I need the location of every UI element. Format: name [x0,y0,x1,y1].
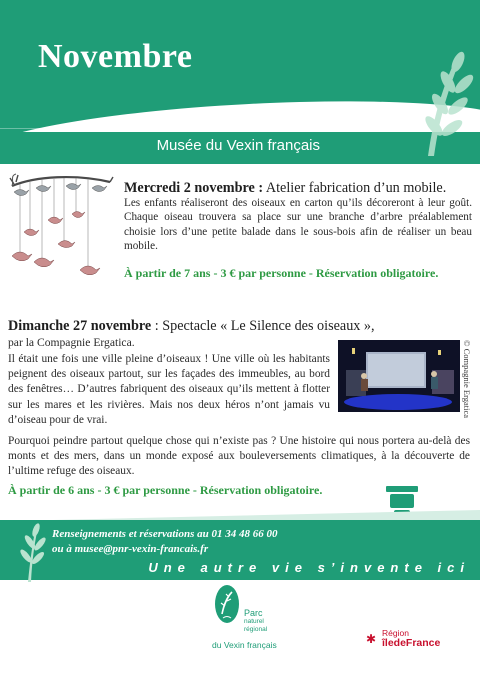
event2-activity: : Spectacle « Le Silence des oiseaux », [154,318,375,334]
pnr-label-vexin: du Vexin français [212,640,277,650]
event1-date: Mercredi 2 novembre : [124,180,264,196]
region-name: îledeFrance [382,637,441,649]
event1-heading [124,180,474,197]
event1-price: À partir de 7 ans - 3 € par personne - Réservation obligatoire. [124,266,439,280]
event2-company: par la Compagnie Ergatica. [8,336,135,349]
bird-mobile-image [6,172,116,284]
photo-credit [462,340,474,426]
photo-credit-text: © Compagnie Ergatica [462,340,472,419]
region-star-icon: ✱ [366,632,377,646]
event1-activity: Atelier fabrication d’un mobile. [265,180,447,196]
stage-photo [338,340,460,412]
event1-description: Les enfants réaliseront des oiseaux en carton qu’ils décoreront à leur goût. Chaque oiseau trouvera sa place sur une branche d’arbre préalablement choisie lors d’une petite balade dans le sous-bois afin de réaliser un beau mobile. [124,197,472,253]
pnr-vexin-logo [198,584,288,672]
slogan: Une autre vie s’invente ici [148,560,470,575]
pnr-label-parc: Parc [244,608,263,618]
region-label: Région [382,628,409,638]
event2-description-1: Il était une fois une ville pleine d’oiseaux ! Une ville où les habitants peignent des oiseaux partout, sur les façades des immeubles, au bord des fenêtres… D’autres fabriquent des oiseaux qu’ils mettent à flotter sur les mares et les rivières. Mais nos deux héros n’ont jamais vu d’oiseau pour de vrai. [8,353,330,426]
museum-name: Musée du Vexin français [156,137,320,154]
event2-description-2: Pourquoi peindre partout quelque chose qui n’existe pas ? Une histoire qui nous portera au-delà des monts et des mers, dans un monde exposé aux bouleversements climatiques, à la découverte de l’ultime refuge des oiseaux. [8,435,470,478]
event2-heading [8,318,428,335]
leaf-decoration-icon [408,48,478,158]
pnr-emblem-icon [214,584,240,624]
event2-price: À partir de 6 ans - 3 € par personne - Réservation obligatoire. [8,483,323,497]
contact-phone: Renseignements et réservations au 01 34 48 66 00 [52,528,278,540]
region-idf-logo [366,628,456,652]
pnr-label-naturel: naturel [244,618,264,625]
contact-email[interactable]: ou à musee@pnr-vexin-francais.fr [52,543,209,555]
page-title: Novembre [38,38,193,75]
event2-date: Dimanche 27 novembre [8,318,152,334]
pnr-label-regional: régional [244,626,268,633]
